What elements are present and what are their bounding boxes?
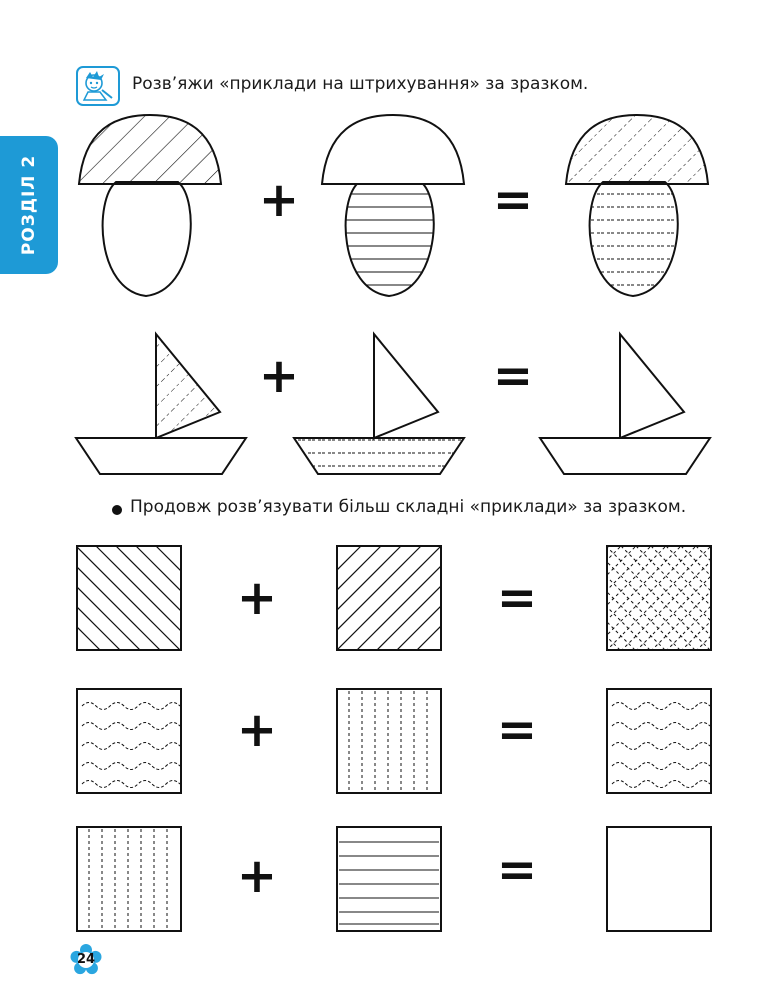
mushroom-result — [561, 110, 713, 310]
bullet-dot — [112, 505, 122, 515]
page-number: 24 — [76, 952, 96, 967]
plus-sign: + — [236, 570, 278, 626]
equals-sign: = — [496, 702, 538, 758]
square-horizontal — [336, 826, 442, 932]
square-crosshatch — [606, 545, 712, 651]
mushroom-b — [317, 110, 469, 310]
square-empty-result[interactable] — [606, 826, 712, 932]
square-vertical-dashed — [76, 826, 182, 932]
sailboat-a — [74, 330, 254, 480]
section-tab — [0, 136, 58, 274]
task-instruction-1: Розв’яжи «приклади на штрихування» за зразком. — [132, 74, 589, 94]
equals-sign: = — [492, 348, 534, 404]
task-instruction-2: Продовж розв’язувати більш складні «приклади» за зразком. — [130, 497, 687, 517]
section-label: РОЗДІЛ 2 — [19, 154, 39, 256]
mushroom-a — [74, 110, 226, 310]
plus-sign: + — [236, 702, 278, 758]
equals-sign: = — [492, 172, 534, 228]
square-wavy-result — [606, 688, 712, 794]
sailboat-result — [538, 330, 718, 480]
sailboat-b — [292, 330, 472, 480]
square-wavy — [76, 688, 182, 794]
plus-sign: + — [258, 172, 300, 228]
square-diagonal-back — [76, 545, 182, 651]
equals-sign: = — [496, 570, 538, 626]
equals-sign: = — [496, 842, 538, 898]
square-vertical — [336, 688, 442, 794]
plus-sign: + — [236, 848, 278, 904]
square-diagonal-forward — [336, 545, 442, 651]
plus-sign: + — [258, 348, 300, 404]
page-number-badge — [70, 944, 102, 976]
boy-drawing-icon — [76, 66, 120, 106]
